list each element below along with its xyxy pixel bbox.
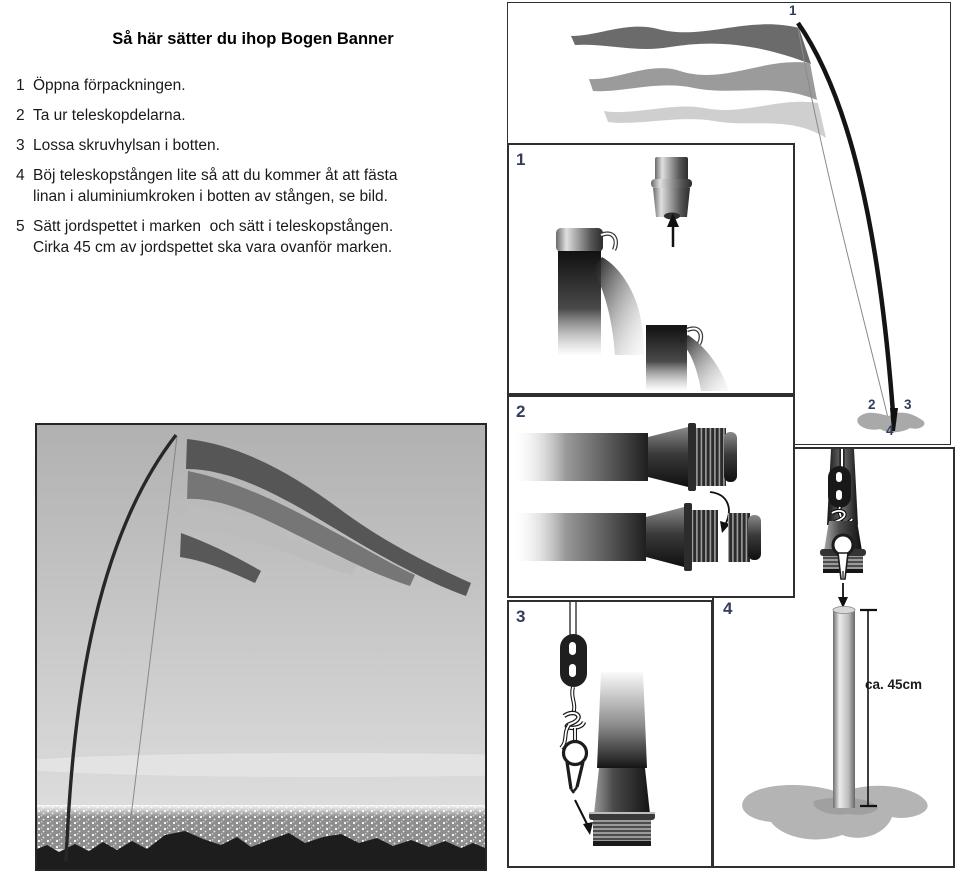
pole-with-hook [820, 449, 866, 579]
panel-1-cap-removal [507, 143, 795, 395]
banner-photo-illustration [37, 425, 485, 869]
hook-line-illustration [509, 602, 711, 866]
panel-number: 2 [516, 402, 526, 421]
overview-label-left: 2 [868, 397, 876, 412]
hook-icon [564, 742, 587, 794]
instruction-step [16, 216, 490, 258]
instruction-step [16, 105, 490, 126]
screw-cap [651, 157, 692, 220]
pole-bottom [589, 672, 655, 846]
step-text: Böj teleskopstången lite så att du kommer åt att fästa [33, 167, 398, 184]
overview-label-top: 1 [789, 3, 797, 18]
instruction-steps [16, 75, 490, 258]
panel-number: 1 [516, 150, 526, 169]
step-text: Cirka 45 cm av jordspettet ska vara ovanför marken. [33, 239, 393, 256]
step-number: 3 [16, 137, 25, 154]
pole-with-cap [556, 228, 644, 356]
panel-3-hook-line [507, 600, 713, 868]
step-number: 5 [16, 218, 25, 235]
step-text: Lossa skruvhylsan i botten. [33, 137, 220, 154]
cloud-band [37, 753, 485, 777]
instruction-step [16, 165, 490, 207]
screw-sleeve-illustration [509, 397, 793, 596]
sky [37, 425, 485, 869]
cap-removal-illustration [509, 145, 793, 393]
panel-number: 3 [516, 607, 526, 626]
step-number: 2 [16, 107, 25, 124]
pole-cap-removed [646, 325, 729, 391]
panel-2-screw-sleeve [507, 395, 795, 598]
down-arrow-icon [838, 583, 848, 608]
measurement-line [860, 610, 877, 806]
sleeve-assembled [511, 423, 737, 491]
step-text: linan i aluminiumkroken i botten av stången, se bild. [33, 188, 388, 205]
step-text: Öppna förpackningen. [33, 77, 186, 94]
measurement-label: ca. 45cm [865, 677, 923, 692]
line-and-hook [560, 602, 593, 835]
instruction-step [16, 135, 490, 156]
step-text: Ta ur teleskopdelarna. [33, 107, 186, 124]
assembly-photo [35, 423, 487, 871]
step-text: Sätt jordspettet i marken och sätt i teleskopstången. [33, 218, 394, 235]
panel-number: 4 [723, 599, 733, 618]
step-number: 1 [16, 77, 25, 94]
ground-and-spike [742, 606, 927, 839]
sleeve-unscrewed [511, 492, 761, 571]
page-title: Så här sätter du ihop Bogen Banner [112, 30, 394, 48]
step-number: 4 [16, 167, 25, 184]
instructions-column [16, 12, 490, 267]
overview-label-bottom: 4 [886, 423, 894, 438]
instruction-step [16, 75, 490, 96]
sea-glitter [37, 805, 485, 817]
overview-label-right: 3 [904, 397, 912, 412]
streamers [571, 24, 826, 138]
